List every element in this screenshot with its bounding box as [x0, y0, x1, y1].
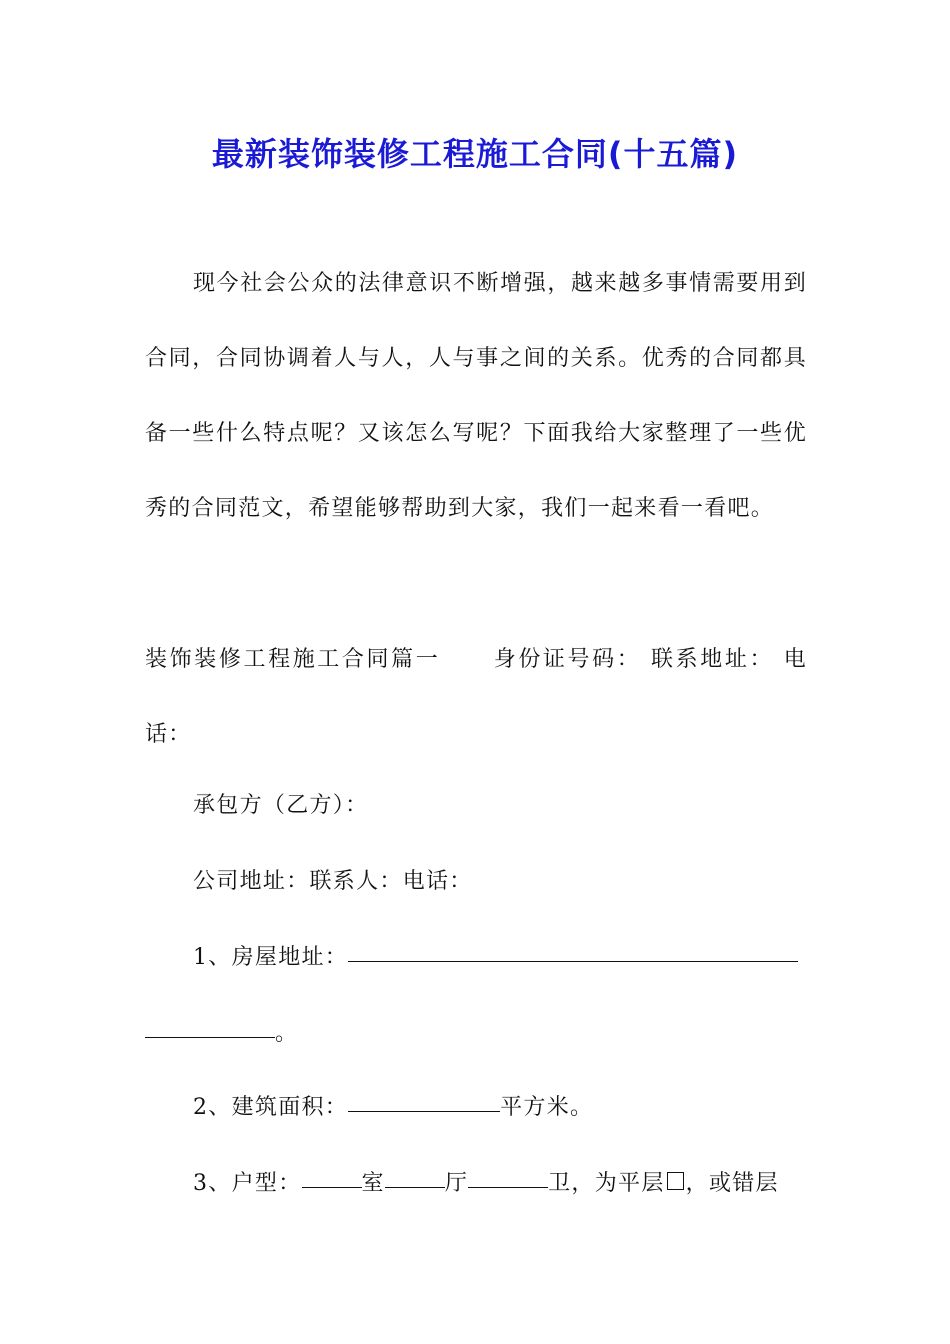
party-b-contact-block	[145, 862, 807, 912]
item-3-or: ，或错层	[685, 1171, 779, 1196]
item-3-bath: 卫，为平层	[548, 1171, 665, 1196]
hall-count-field[interactable]	[385, 1165, 445, 1188]
bathroom-count-field[interactable]	[468, 1165, 548, 1188]
house-address-field-continued[interactable]	[145, 1015, 275, 1038]
item-2-block	[145, 1088, 807, 1138]
item-1-continued-line	[145, 1014, 298, 1054]
flat-floor-checkbox[interactable]	[667, 1172, 684, 1190]
item-3-label: 3、户型：	[193, 1171, 302, 1196]
party-b-label: 承包方（乙方）：	[193, 793, 369, 818]
item-1-block	[145, 938, 807, 988]
section-heading: 装饰装修工程施工合同篇一	[145, 647, 441, 672]
item-1-continued-block	[145, 1014, 807, 1064]
item-3-hall: 厅	[444, 1171, 469, 1196]
item-2-label: 2、建筑面积：	[193, 1095, 349, 1120]
item-1-line	[193, 938, 798, 978]
building-area-field[interactable]	[348, 1089, 500, 1112]
item-1-label: 1、房屋地址：	[193, 945, 349, 970]
section-heading-line	[145, 622, 807, 772]
item-2-unit: 平方米。	[500, 1095, 594, 1120]
party-a-fields: 身份证号码： 联系地址： 电话：	[145, 647, 807, 747]
item-2-line	[193, 1088, 593, 1128]
item-1-end: 。	[275, 1021, 299, 1046]
document-title: 最新装饰装修工程施工合同(十五篇)	[211, 135, 739, 173]
item-3-line	[193, 1164, 779, 1204]
party-b-block	[145, 786, 807, 836]
intro-paragraph: 现今社会公众的法律意识不断增强，越来越多事情需要用到合同，合同协调着人与人，人与事之间的关系。优秀的合同都具备一些什么特点呢？又该怎么写呢？下面我给大家整理了一些优秀的合同范文，希望能够帮助到大家，我们一起来看一看吧。	[145, 271, 807, 521]
house-address-field[interactable]	[348, 939, 798, 962]
item-3-room: 室	[361, 1171, 385, 1196]
item-3-block	[145, 1164, 807, 1214]
party-b-contact: 公司地址：联系人：电话：	[193, 869, 473, 894]
room-count-field[interactable]	[302, 1165, 362, 1188]
